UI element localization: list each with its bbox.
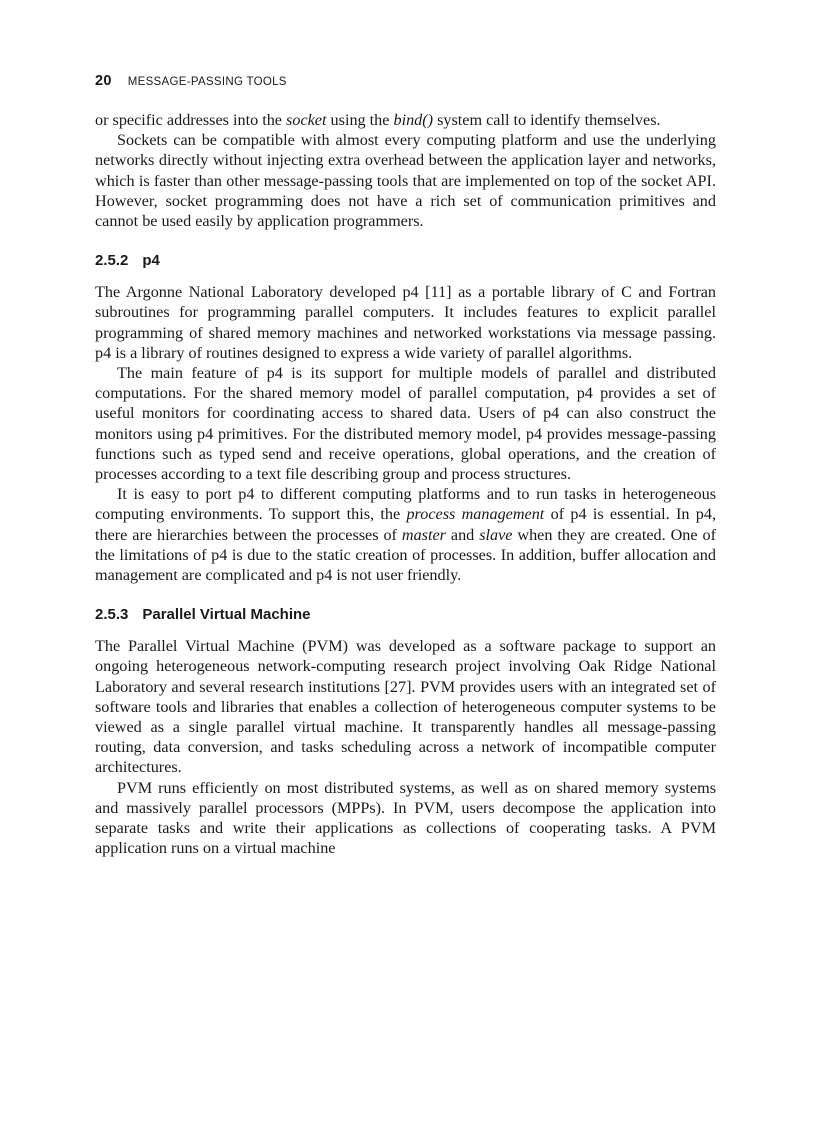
paragraph-p4-portability: [95, 484, 716, 585]
paragraph-pvm-intro: The Parallel Virtual Machine (PVM) was developed as a software package to support an ongoing heterogeneous network-computing research project involving Oak Ridge National Laboratory and several research institutions [27]. PVM provides users with an integrated set of software tools and libraries that enables a collection of heterogeneous computer systems to be viewed as a single parallel virtual machine. It transparently handles all message-passing routing, data conversion, and tasks scheduling across a network of incompatible computer architectures.: [95, 637, 716, 777]
italic-term-process-management: process management: [406, 505, 545, 524]
text-run: using the: [326, 111, 394, 129]
paragraph-pvm-runs: PVM runs efficiently on most distributed systems, as well as on shared memory systems and massively parallel processors (MPPs). In PVM, users decompose the application into separate tasks and write their applications as collections of cooperating tasks. A PVM application runs on a virtual machine: [95, 778, 716, 858]
text-run: when they are created. One of the limitations of p4 is due to the static creation of processes. In addition, buffer allocation and management are complicated and p4 is not user friendly.: [95, 525, 716, 585]
text-run: of p4 is essential. In p4, there are hierarchies between the processes of: [95, 505, 716, 544]
paragraph-sockets: Sockets can be compatible with almost every computing platform and use the underlying networks directly without injecting extra overhead between the application layer and networks, which is faster than other message-passing tools that are implemented on top of the socket API. However, socket programming does not have a rich set of communication primitives and cannot be used easily by application programmers.: [95, 131, 716, 231]
paragraph-p4-intro: The Argonne National Laboratory developed p4 [11] as a portable library of C and Fortran subroutines for programming parallel computers. It includes features to explicit parallel programming of shared memory machines and networked workstations via message passing. p4 is a library of routines designed to express a wide variety of parallel algorithms.: [95, 283, 716, 362]
text-run: It is easy to port p4 to different computing platforms and to run tasks in heterogeneous computing environments. To support this, the: [95, 485, 716, 524]
section-heading-pvm: [95, 604, 716, 626]
paragraph-socket-bind: [95, 110, 716, 130]
text-run: or specific addresses into the: [95, 111, 287, 129]
section-title: Parallel Virtual Machine: [142, 606, 311, 624]
body-text: [95, 110, 716, 859]
running-title: MESSAGE-PASSING TOOLS: [127, 76, 287, 88]
italic-term-master: master: [401, 525, 446, 544]
italic-term-socket: socket: [286, 111, 327, 129]
section-heading-p4: [95, 250, 716, 272]
section-number: 2.5.3: [95, 606, 129, 624]
running-header: [95, 70, 716, 92]
text-run: and: [445, 525, 480, 544]
section-title: p4: [142, 252, 160, 270]
page-number: 20: [95, 73, 112, 89]
section-number: 2.5.2: [95, 252, 129, 270]
italic-term-slave: slave: [479, 525, 513, 544]
italic-term-bind: bind(): [393, 111, 434, 129]
text-run: system call to identify themselves.: [433, 111, 661, 129]
paragraph-p4-features: The main feature of p4 is its support for multiple models of parallel and distributed computations. For the shared memory model of parallel computation, p4 provides a set of useful monitors for coordinating access to shared data. Users of p4 can also construct the monitors using p4 primitives. For the distributed memory model, p4 provides message-passing functions such as typed send and receive operations, global operations, and the creation of processes according to a text file describing group and process structures.: [95, 364, 716, 484]
page: [95, 70, 716, 859]
